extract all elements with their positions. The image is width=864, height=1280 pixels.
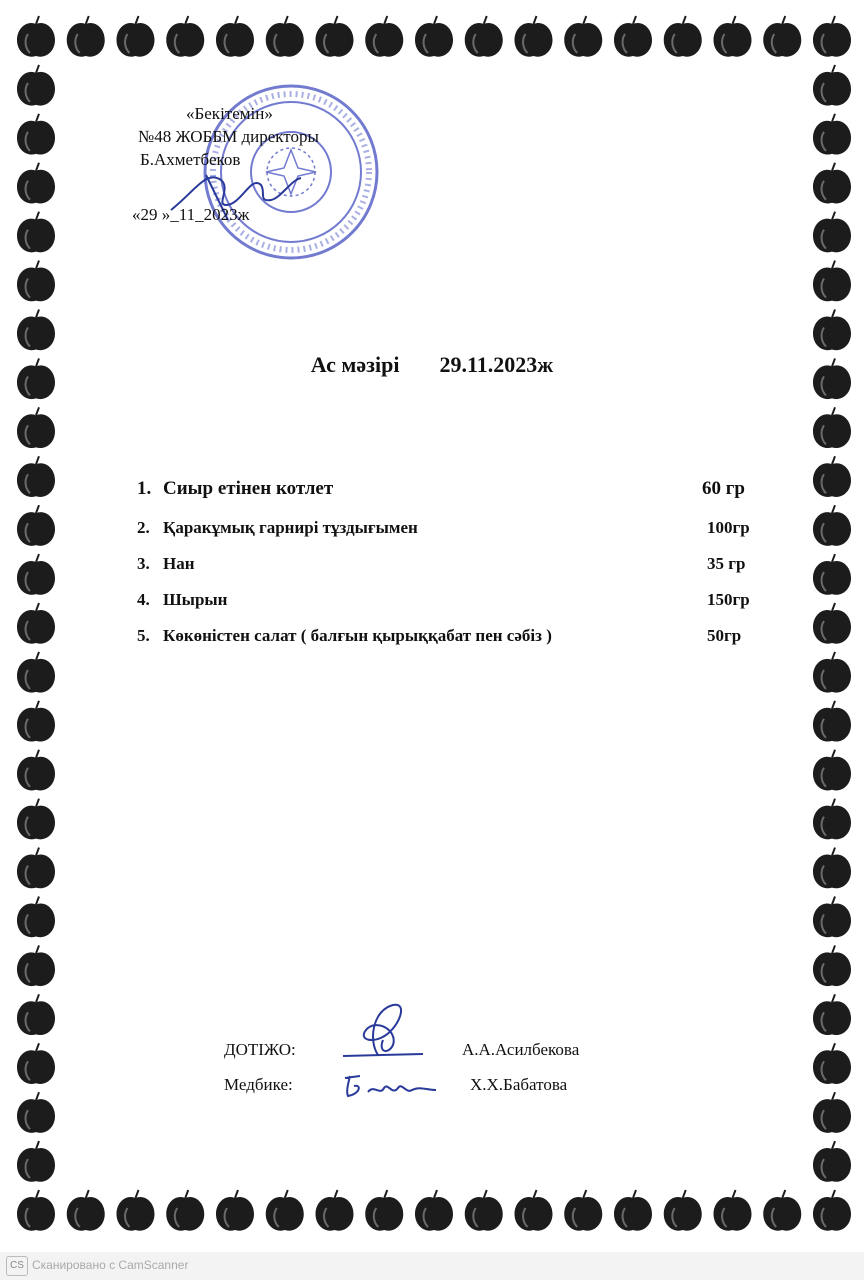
apple-border-icon bbox=[813, 701, 851, 742]
apple-border-icon bbox=[166, 1190, 204, 1231]
item-number: 4. bbox=[137, 590, 150, 609]
approval-position: №48 ЖОББМ директоры bbox=[138, 127, 319, 146]
nurse-name: Х.Х.Бабатова bbox=[470, 1075, 568, 1094]
apple-border-icon bbox=[17, 1190, 55, 1231]
apple-border-icon bbox=[813, 994, 851, 1035]
apple-border-icon bbox=[515, 1190, 553, 1231]
apple-border-icon bbox=[17, 1092, 55, 1133]
apple-border-icon bbox=[17, 945, 55, 986]
item-amount: 100гр bbox=[707, 518, 750, 537]
apple-border-icon bbox=[813, 1141, 851, 1182]
apple-border-icon bbox=[365, 1190, 403, 1231]
item-amount: 60 гр bbox=[702, 478, 745, 499]
apple-border-icon bbox=[813, 652, 851, 693]
apple-border-icon bbox=[316, 1190, 354, 1231]
apple-border-icon bbox=[813, 1043, 851, 1084]
menu-title-date: 29.11.2023ж bbox=[439, 352, 554, 377]
apple-border-icon bbox=[813, 603, 851, 644]
apple-border-icon bbox=[266, 1190, 304, 1231]
apple-border-icon bbox=[17, 114, 55, 155]
item-number: 5. bbox=[137, 626, 150, 645]
apple-border-icon bbox=[67, 1190, 105, 1231]
apple-border-icon bbox=[17, 261, 55, 302]
apple-border-icon bbox=[17, 212, 55, 253]
apple-border-icon bbox=[465, 1190, 503, 1231]
item-dish: Шырын bbox=[163, 590, 228, 609]
list-item bbox=[137, 518, 777, 554]
item-number: 2. bbox=[137, 518, 150, 537]
apple-border-icon bbox=[763, 1190, 801, 1231]
apple-border-icon bbox=[813, 310, 851, 351]
apple-border-icon bbox=[17, 701, 55, 742]
apple-border-icon bbox=[17, 163, 55, 204]
list-item bbox=[137, 590, 777, 626]
apple-border-icon bbox=[813, 163, 851, 204]
apple-border-icon bbox=[813, 16, 851, 57]
apple-border-icon bbox=[664, 1190, 702, 1231]
apple-border-icon bbox=[813, 554, 851, 595]
agreed-name: А.А.Асилбекова bbox=[462, 1040, 580, 1059]
apple-border-icon bbox=[813, 799, 851, 840]
nurse-label: Медбике: bbox=[224, 1075, 293, 1094]
apple-border-icon bbox=[664, 16, 702, 57]
apple-border-icon bbox=[813, 1190, 851, 1231]
apple-border-icon bbox=[813, 407, 851, 448]
apple-border-icon bbox=[216, 16, 254, 57]
approval-block bbox=[120, 102, 400, 226]
apple-border-icon bbox=[17, 505, 55, 546]
apple-border-icon bbox=[614, 1190, 652, 1231]
list-item bbox=[137, 626, 777, 662]
apple-border-icon bbox=[813, 1092, 851, 1133]
apple-border-icon bbox=[714, 16, 752, 57]
item-amount: 50гр bbox=[707, 626, 742, 645]
apple-border-icon bbox=[813, 261, 851, 302]
apple-border-icon bbox=[813, 848, 851, 889]
apple-border-icon bbox=[813, 114, 851, 155]
apple-border-icon bbox=[614, 16, 652, 57]
apple-border-icon bbox=[564, 1190, 602, 1231]
apple-border-icon bbox=[17, 652, 55, 693]
apple-border-icon bbox=[216, 1190, 254, 1231]
apple-border-icon bbox=[763, 16, 801, 57]
apple-border-icon bbox=[117, 1190, 155, 1231]
menu-title-label: Ас мәзірі bbox=[310, 352, 400, 377]
apple-border-icon bbox=[17, 848, 55, 889]
apple-border-icon bbox=[813, 456, 851, 497]
list-item bbox=[137, 478, 777, 518]
apple-border-icon bbox=[813, 65, 851, 106]
apple-border-icon bbox=[17, 994, 55, 1035]
apple-border-icon bbox=[117, 16, 155, 57]
apple-border-icon bbox=[365, 16, 403, 57]
signature-icon bbox=[340, 1070, 440, 1102]
apple-border-icon bbox=[17, 407, 55, 448]
apple-border-icon bbox=[515, 16, 553, 57]
apple-border-icon bbox=[415, 1190, 453, 1231]
apple-border-icon bbox=[17, 554, 55, 595]
apple-border-icon bbox=[316, 16, 354, 57]
apple-border-icon bbox=[67, 16, 105, 57]
camscanner-logo-icon: CS bbox=[6, 1256, 28, 1276]
apple-border-icon bbox=[813, 945, 851, 986]
approval-title: «Бекітемін» bbox=[186, 104, 273, 123]
page-title bbox=[0, 352, 864, 378]
approval-name: Б.Ахметбеков bbox=[140, 150, 241, 169]
apple-border-icon bbox=[166, 16, 204, 57]
agreed-label: ДОТІЖО: bbox=[224, 1040, 296, 1059]
scanner-watermark bbox=[0, 1252, 864, 1280]
signature-icon bbox=[338, 1000, 428, 1062]
watermark-text: Сканировано с CamScanner bbox=[32, 1258, 189, 1272]
item-number: 3. bbox=[137, 554, 150, 573]
item-dish: Көкөністен салат ( балғын қырыққабат пен сәбіз ) bbox=[163, 626, 552, 645]
apple-border-icon bbox=[17, 1141, 55, 1182]
apple-border-icon bbox=[813, 897, 851, 938]
item-amount: 35 гр bbox=[707, 554, 746, 573]
item-dish: Қаракұмық гарнирі тұздығымен bbox=[163, 518, 418, 537]
apple-border-icon bbox=[813, 750, 851, 791]
apple-border-icon bbox=[564, 16, 602, 57]
apple-border-icon bbox=[17, 603, 55, 644]
apple-border-icon bbox=[17, 799, 55, 840]
apple-border-icon bbox=[17, 1043, 55, 1084]
apple-border-icon bbox=[17, 65, 55, 106]
item-dish: Сиыр етінен котлет bbox=[163, 478, 334, 499]
approval-date: «29 »_11_2023ж bbox=[132, 205, 250, 224]
apple-border-icon bbox=[813, 212, 851, 253]
item-amount: 150гр bbox=[707, 590, 750, 609]
apple-border-icon bbox=[465, 16, 503, 57]
apple-border-icon bbox=[17, 16, 55, 57]
apple-border-icon bbox=[813, 505, 851, 546]
apple-border-icon bbox=[415, 16, 453, 57]
menu-list bbox=[137, 478, 777, 662]
item-number: 1. bbox=[137, 478, 152, 499]
apple-border-icon bbox=[266, 16, 304, 57]
item-dish: Нан bbox=[163, 554, 195, 573]
apple-border-icon bbox=[17, 310, 55, 351]
apple-border-icon bbox=[714, 1190, 752, 1231]
list-item bbox=[137, 554, 777, 590]
apple-border-icon bbox=[17, 750, 55, 791]
apple-border-icon bbox=[17, 456, 55, 497]
apple-border-icon bbox=[17, 897, 55, 938]
